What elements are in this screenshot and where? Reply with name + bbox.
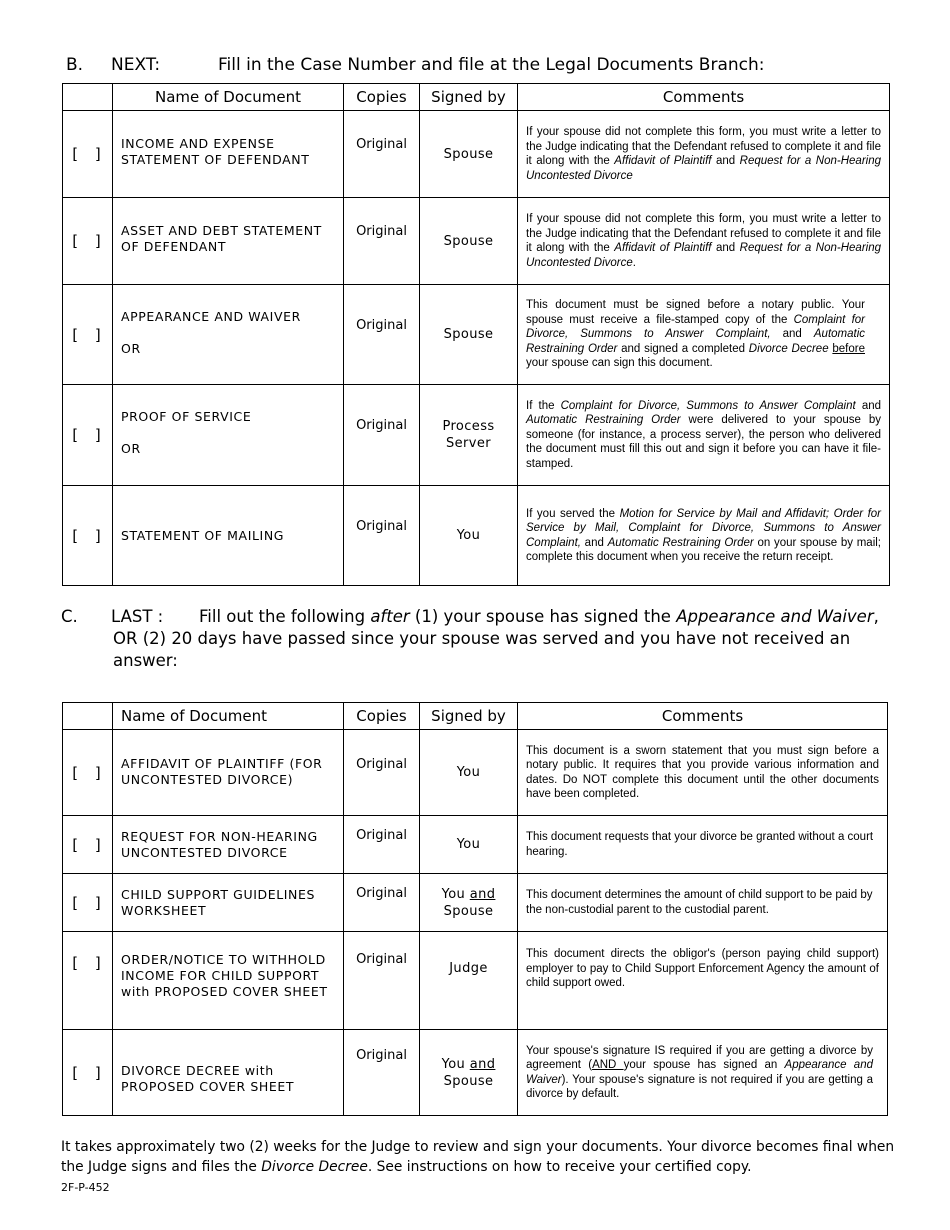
signed-by-line [420,886,517,903]
copies-value: Original [344,1030,420,1116]
signed-by-line [420,1056,517,1073]
comment-doc-ref: Automatic Restraining Order [607,536,754,549]
section-emphasis: after [370,607,410,626]
comment-doc-ref: Request for a Non-Hearing Uncontested Divorce [526,155,881,182]
comment-text: and [711,155,740,167]
comment-text: were delivered to your spouse by someone (for instance, a process server), the person who delivered the document must fill this out and sign it before you can have it file-stamped. [526,414,881,470]
document-name [113,198,344,285]
signed-by-value: You [420,730,518,816]
signed-by-value: You [420,486,518,586]
section-label: LAST : [111,607,164,626]
comment-text: Your spouse's signature IS required if you are getting a divorce by agreement ( [526,1044,873,1071]
document-name-text: PROOF OF SERVICE [121,409,252,424]
row-checkbox[interactable]: [ ] [63,486,113,586]
row-checkbox[interactable]: [ ] [63,932,113,1030]
comment-text: and [770,328,814,341]
copies-value: Original [344,486,420,586]
comment-text: If the [526,399,561,412]
or-text: OR [121,341,141,356]
row-checkbox[interactable]: [ ] [63,385,113,486]
row-checkbox[interactable]: [ ] [63,111,113,198]
table-row [63,932,888,1030]
header-comments: Comments [518,84,890,111]
footer-note [61,1137,921,1177]
signed-by-line: Spouse [443,1073,494,1089]
or-text: OR [121,441,141,456]
signed-by-value [420,385,518,486]
document-name-text: REQUEST FOR NON-HEARING UNCONTESTED DIVORCE [121,828,318,860]
comment-text: and [580,536,608,549]
document-name [113,816,344,874]
signed-by-value: Spouse [420,198,518,285]
signed-by-conjunction: and [469,1056,496,1072]
signed-by-value: You [420,816,518,874]
document-name [113,385,344,486]
comment-text: This document must be signed before a notary public. Your spouse must receive a file-stamped copy of the [526,299,865,326]
signed-by-line: Process [442,419,495,434]
comment-emphasis: before [832,342,865,355]
document-name-text: CHILD SUPPORT GUIDELINES WORKSHEET [121,886,316,918]
copies-value: Original [344,932,420,1030]
comment-text: . [632,256,636,269]
comment-doc-ref: Complaint for Divorce, Summons to Answer Complaint [560,399,856,412]
comment-text: ). Your spouse's signature is not required if you are getting a divorce by default. [526,1073,873,1100]
signed-by-value [420,874,518,932]
table-last-documents [62,702,888,1116]
footer-text: . See instructions on how to receive your certified copy. [367,1159,752,1175]
comment-text: and signed a completed [617,342,749,355]
comment-cell [518,486,890,586]
section-letter: C. [61,607,78,626]
comment-doc-ref: Motion for Service by Mail and Affidavit; Order for Service by Mail, Complaint for Divorce, Summons to Answer Complaint, [526,507,881,549]
signed-by-line: Spouse [443,903,494,919]
comment-cell [518,198,890,285]
table-row [63,816,888,874]
document-name-text: INCOME AND EXPENSE STATEMENT OF DEFENDANT [121,136,310,167]
row-checkbox[interactable]: [ ] [63,198,113,285]
comment-cell [518,1030,888,1116]
comment-text: on your spouse by mail; complete this document when you receive the return receipt. [526,536,881,563]
signed-by-value: Judge [420,932,518,1030]
section-letter: B. [66,55,84,75]
document-name-text: ASSET AND DEBT STATEMENT OF DEFENDANT [121,223,322,254]
signed-by-value: Spouse [420,285,518,385]
header-copies: Copies [344,703,420,730]
section-text: , [873,607,879,626]
comment-doc-ref: Affidavit of Plaintiff [614,155,712,167]
section-c-line: OR (2) 20 days have passed since your spouse was served and you have not received an [113,629,851,648]
signed-by-conjunction: and [469,886,496,902]
header-checkbox [63,703,113,730]
section-text: Fill out the following [199,607,371,626]
signed-by-text: You [441,886,470,902]
header-name: Name of Document [113,84,344,111]
document-name [113,874,344,932]
section-instruction: Fill in the Case Number and file at the Legal Documents Branch: [218,55,765,75]
table-row [63,285,890,385]
signed-by-value: Spouse [420,111,518,198]
comment-text: This document determines the amount of child support to be paid by the non-custodial parent to the custodial parent. [518,874,888,932]
row-checkbox[interactable]: [ ] [63,285,113,385]
document-name [113,486,344,586]
footer-doc-ref: Divorce Decree [261,1159,368,1175]
table-row [63,1030,888,1116]
comment-doc-ref: Appearance and Waiver [526,1059,873,1086]
table-row [63,730,888,816]
form-id: 2F-P-452 [61,1181,110,1194]
copies-value: Original [344,874,420,932]
table-next-documents [62,83,890,586]
comment-cell [518,285,890,385]
signed-by-line: Server [445,436,492,451]
table-row [63,874,888,932]
copies-value: Original [344,816,420,874]
header-name: Name of Document [113,703,344,730]
section-b-heading [66,55,764,75]
row-checkbox[interactable]: [ ] [63,730,113,816]
comment-text: your spouse has signed an [623,1059,785,1071]
table-row [63,198,890,285]
comment-doc-ref: Complaint for Divorce, Summons to Answer Complaint, [526,313,866,341]
comment-text: and [855,399,882,412]
copies-value: Original [344,730,420,816]
copies-value: Original [344,385,420,486]
table-row [63,385,890,486]
comment-cell [518,385,890,486]
copies-value: Original [344,285,420,385]
comment-emphasis: AND [592,1059,624,1071]
document-name [113,1030,344,1116]
comment-text: If your spouse did not complete this form, you must write a letter to the Judge indicating that the Defendant refused to complete it and file it along with the [526,213,881,254]
document-name-text: DIVORCE DECREE with PROPOSED COVER SHEET [121,1063,295,1094]
section-text: (1) your spouse has signed the [409,607,677,626]
header-checkbox [63,84,113,111]
document-name [113,932,344,1030]
comment-text: This document requests that your divorce be granted without a court hearing. [518,816,888,874]
header-signed: Signed by [420,84,518,111]
row-checkbox[interactable]: [ ] [63,874,113,932]
table-header-row [63,703,888,730]
document-name-text: STATEMENT OF MAILING [121,527,285,543]
document-name-text: ORDER/NOTICE TO WITHHOLD INCOME FOR CHILD SUPPORT with PROPOSED COVER SHEET [121,952,328,999]
document-name [113,730,344,816]
document-name [113,111,344,198]
signed-by-text: You [441,1056,470,1072]
comment-doc-ref: Automatic Restraining Order [526,414,681,427]
section-doc-ref: Appearance and Waiver [676,607,874,626]
comment-text: and [711,242,740,254]
comment-doc-ref: Request for a Non-Hearing Uncontested Divorce [526,242,881,269]
row-checkbox[interactable]: [ ] [63,816,113,874]
copies-value: Original [344,198,420,285]
header-signed: Signed by [420,703,518,730]
comment-text: If your spouse did not complete this form, you must write a letter to the Judge indicating that the Defendant refused to complete it and file it along with the [526,126,881,167]
comment-text: your spouse can sign this document. [526,357,713,370]
comment-doc-ref: Automatic Restraining Order [526,328,866,355]
document-name [113,285,344,385]
header-comments: Comments [518,703,888,730]
comment-text: If you served the [526,507,620,520]
comment-text: This document is a sworn statement that you must sign before a notary public. It requires that you provide various information and dates. Do NOT complete this document until the other documents have been completed. [518,730,888,816]
section-c-heading [61,606,881,672]
comment-doc-ref: Divorce Decree [748,342,829,355]
row-checkbox[interactable]: [ ] [63,1030,113,1116]
table-row [63,111,890,198]
footer-text: It takes approximately two (2) weeks for the Judge to review and sign your documents. Your divorce becomes final when the Judge signs and files the [61,1139,895,1175]
copies-value: Original [344,111,420,198]
table-row [63,486,890,586]
comment-text: This document directs the obligor's (person paying child support) employer to pay to Child Support Enforcement Agency the amount of child support owed. [518,932,888,1030]
document-name-text: AFFIDAVIT OF PLAINTIFF (FOR UNCONTESTED DIVORCE) [121,755,323,787]
section-label: NEXT: [111,55,161,75]
signed-by-value [420,1030,518,1116]
header-copies: Copies [344,84,420,111]
document-name-text: APPEARANCE AND WAIVER [121,309,301,324]
comment-cell [518,111,890,198]
section-c-line [61,606,881,628]
table-header-row [63,84,890,111]
comment-doc-ref: Affidavit of Plaintiff [614,242,712,254]
section-c-line: answer: [113,651,178,670]
